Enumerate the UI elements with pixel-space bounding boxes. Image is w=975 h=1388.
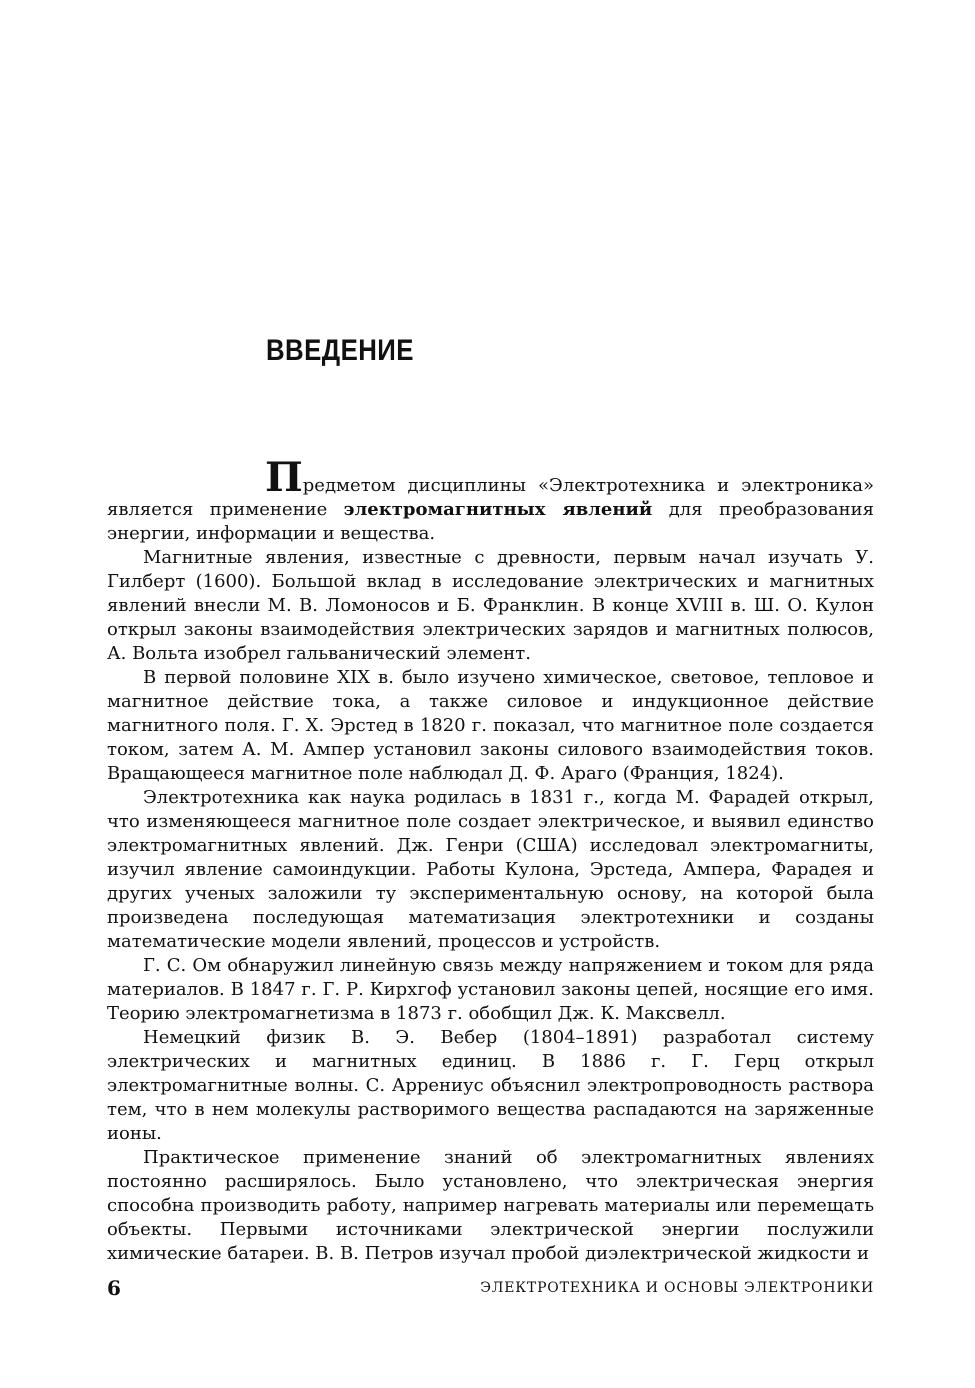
paragraph: Практическое применение знаний об электромагнитных явлениях постоянно расширялось. Было установлено, что электрическая энергия способна производить работу, например нагревать материалы или перемещать объекты. Первыми источниками электрической энергии послужили химические батареи. В. В. Петров изучал пробой диэлектрической жидкости и	[107, 1147, 874, 1264]
body-text	[107, 454, 874, 1266]
page-number: 6	[107, 1276, 121, 1300]
intro-text-1: редметом дисциплины «Электротехника и электроника» является применение	[107, 475, 874, 520]
intro-paragraph	[107, 454, 874, 546]
paragraph: Магнитные явления, известные с древности, первым начал изучать У. Гилберт (1600). Большой вклад в исследование электрических и магнитных явлений внесли М. В. Ломоносов и Б. Франклин. В конце XVIII в. Ш. О. Кулон открыл законы взаимодействия электрических зарядов и магнитных полюсов, А. Вольта изобрел гальванический элемент.	[107, 547, 874, 664]
paragraph: Г. С. Ом обнаружил линейную связь между напряжением и током для ряда материалов. В 1847 г. Г. Р. Кирхгоф установил законы цепей, носящие его имя. Теорию электромагнетизма в 1873 г. обобщил Дж. К. Максвелл.	[107, 955, 874, 1024]
intro-bold-term: электромагнитных явлений	[343, 499, 653, 520]
intro-text-2: для преобразования энергии, информации и вещества.	[107, 499, 874, 544]
paragraph: Электротехника как наука родилась в 1831 г., когда М. Фарадей открыл, что изменяющееся магнитное поле создает электрическое, и выявил единство электромагнитных явлений. Дж. Генри (США) исследовал электромагниты, изучил явление самоиндукции. Работы Кулона, Эрстеда, Ампера, Фарадея и других ученых заложили ту экспериментальную основу, на которой была произведена последующая математизация электротехники и созданы математические модели явлений, процессов и устройств.	[107, 787, 874, 952]
paragraph: Немецкий физик В. Э. Вебер (1804–1891) разработал систему электрических и магнитных единиц. В 1886 г. Г. Герц открыл электромагнитные волны. С. Аррениус объяснил электропроводность раствора тем, что в нем молекулы растворимого вещества распадаются на заряженные ионы.	[107, 1027, 874, 1144]
drop-cap: П	[265, 454, 303, 501]
chapter-title: ВВЕДЕНИЕ	[266, 334, 414, 367]
running-title: ЭЛЕКТРОТЕХНИКА И ОСНОВЫ ЭЛЕКТРОНИКИ	[480, 1280, 874, 1296]
paragraph: В первой половине XIX в. было изучено химическое, световое, тепловое и магнитное действие тока, а также силовое и индукционное действие магнитного поля. Г. Х. Эрстед в 1820 г. показал, что магнитное поле создается током, затем А. М. Ампер установил законы силового взаимодействия токов. Вращающееся магнитное поле наблюдал Д. Ф. Араго (Франция, 1824).	[107, 667, 874, 784]
